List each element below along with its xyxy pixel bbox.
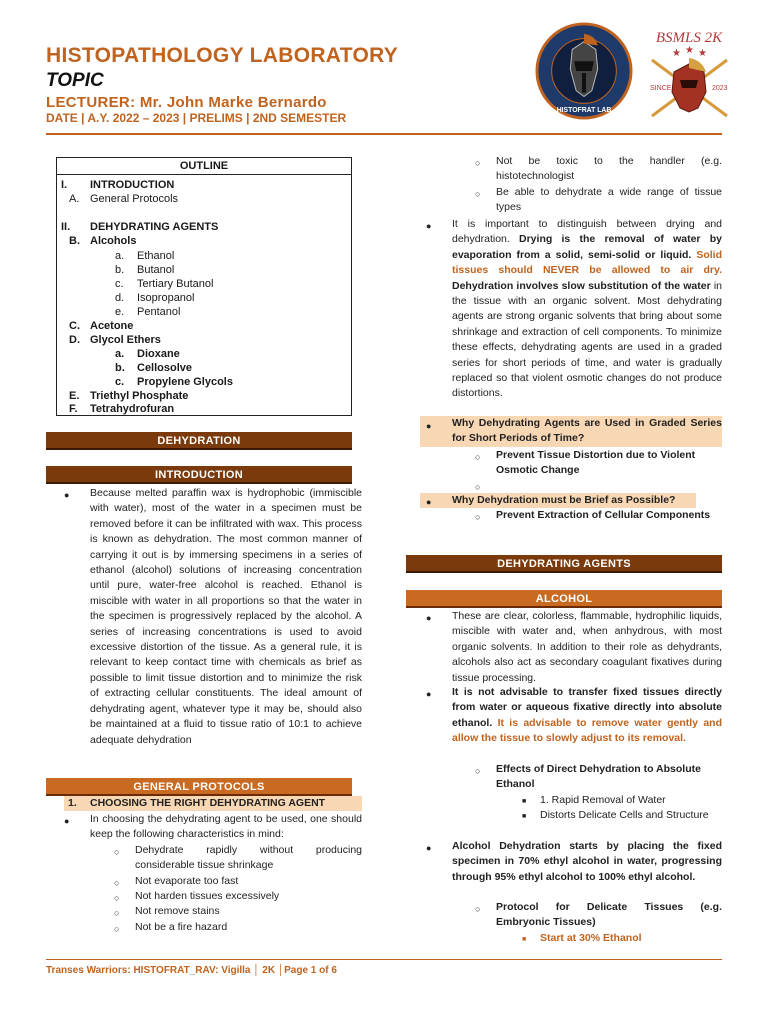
protocol-title: CHOOSING THE RIGHT DEHYDRATING AGENT: [90, 797, 326, 809]
outline-num: A.: [69, 193, 80, 205]
circle-bullet-icon: ○: [475, 512, 481, 522]
alcohol-advice-paragraph: [452, 685, 722, 747]
circle-bullet-icon: ○: [475, 189, 481, 199]
outline-item: Tertiary Butanol: [137, 278, 214, 290]
air-dry-warning: Solid tissues should NEVER be allowed to air dry.: [452, 248, 722, 277]
footer-divider: [46, 959, 722, 960]
effects-title: Effects of Direct Dehydration to Absolute Ethanol: [496, 763, 701, 791]
outline-num: a.: [115, 250, 125, 262]
document-title: HISTOPATHOLOGY LABORATORY: [46, 44, 399, 67]
drying-definition: Drying is the removal of water by evaporation from a solid, semi-solid or liquid.: [452, 233, 722, 261]
gentle-removal-advice: It is advisable to remove water gently and allow the tissue to slowly adjust to its removal.: [452, 716, 722, 745]
question-1: Why Dehydrating Agents are Used in Graded Series for Short Periods of Time?: [452, 417, 722, 445]
logo2-since: SINCE: [650, 85, 672, 92]
drying-vs-dehydration-paragraph: [452, 217, 722, 402]
answer-1: Prevent Tissue Distortion due to Violent Osmotic Change: [496, 449, 696, 477]
outline-num: c.: [115, 278, 124, 290]
effect-item: 1. Rapid Removal of Water: [540, 794, 666, 806]
outline-item: Triethyl Phosphate: [90, 390, 189, 402]
logo2-title: BSMLS 2K: [655, 30, 723, 46]
outline-num: C.: [69, 320, 80, 332]
square-bullet-icon: ■: [522, 798, 527, 805]
bsmls-2k-logo: [632, 20, 742, 124]
protocol-lead: In choosing the dehydrating agent to be used, one should keep the following characteristics in mind:: [90, 813, 362, 841]
logo2-year: 2023: [712, 85, 728, 92]
logo1-text: HISTOFRAT LAB: [556, 107, 612, 115]
bullet-icon: ●: [426, 497, 432, 507]
outline-item: INTRODUCTION: [90, 179, 175, 191]
drying-text-continued: in the tissue with an organic solvent. Most dehydrating agents are strong organic solvents that bring about some shrinkage and extraction of cell components. To minimize these effects, dehydrating agents are used in a graded series for short periods of time, and water is gradually replaced so that violent osmotic changes do not produce distortions.: [452, 279, 723, 400]
outline-heading: OUTLINE: [57, 158, 351, 175]
outline-item: Alcohols: [90, 235, 137, 247]
circle-bullet-icon: ○: [475, 766, 481, 776]
outline-item: DEHYDRATING AGENTS: [90, 221, 219, 233]
circle-bullet-icon: ○: [114, 878, 120, 888]
outline-num: d.: [115, 292, 125, 304]
dehydration-definition: Dehydration involves slow substitution of the water: [452, 279, 711, 292]
outline-num: I.: [61, 179, 68, 191]
outline-item: Acetone: [90, 320, 134, 332]
protocol-number: 1.: [68, 797, 77, 809]
header-divider: [46, 133, 722, 135]
characteristic-item: Dehydrate rapidly without producing considerable tissue shrinkage: [135, 844, 362, 872]
section-header-dehydration: DEHYDRATION: [46, 432, 352, 450]
direct-transfer-warning: It is not advisable to transfer fixed tissues directly from water or aqueous fixative directly into absolute ethanol.: [452, 686, 722, 729]
question-2: Why Dehydration must be Brief as Possible?: [452, 494, 676, 506]
delicate-tissue-protocol-title: Protocol for Delicate Tissues (e.g. Embryonic Tissues): [496, 901, 722, 929]
characteristic-item: Not be a fire hazard: [135, 921, 228, 933]
outline-num: D.: [69, 334, 80, 346]
section-header-introduction: INTRODUCTION: [46, 466, 352, 484]
protocol-step: Start at 30% Ethanol: [540, 932, 642, 944]
circle-bullet-icon: ○: [114, 908, 120, 918]
outline-num: a.: [115, 348, 125, 360]
characteristic-item: Not harden tissues excessively: [135, 890, 280, 902]
alcohol-paragraph: These are clear, colorless, flammable, hydrophilic liquids, miscible with water and, when anhydrous, with most organic solvents. In addition to their role as dehydrants, alcohols also act as secondary coagulant fixatives during tissue processing.: [452, 610, 722, 684]
characteristic-item: Be able to dehydrate a wide range of tissue types: [496, 186, 722, 214]
bullet-icon: ●: [426, 843, 432, 853]
histofrat-lab-logo: [535, 22, 633, 120]
circle-bullet-icon: ○: [475, 452, 481, 462]
outline-item: General Protocols: [90, 193, 179, 205]
outline-item: Dioxane: [137, 348, 180, 360]
bullet-icon: ●: [426, 689, 432, 699]
circle-bullet-icon: ○: [475, 482, 481, 492]
effect-item: Distorts Delicate Cells and Structure: [540, 809, 709, 821]
outline-item: Pentanol: [137, 306, 181, 318]
outline-num: F.: [69, 403, 78, 415]
document-topic: TOPIC: [46, 70, 104, 91]
bullet-icon: ●: [64, 816, 70, 826]
lecturer-line: LECTURER: Mr. John Marke Bernardo: [46, 94, 327, 111]
square-bullet-icon: ■: [522, 813, 527, 820]
outline-item: Tetrahydrofuran: [90, 403, 175, 415]
circle-bullet-icon: ○: [475, 158, 481, 168]
bullet-icon: ●: [426, 221, 432, 231]
answer-2: Prevent Extraction of Cellular Components: [496, 509, 711, 521]
outline-item: Glycol Ethers: [90, 334, 161, 346]
outline-num: E.: [69, 390, 80, 402]
characteristic-item: Not be toxic to the handler (e.g. histotechnologist: [496, 155, 722, 183]
outline-item: Butanol: [137, 264, 175, 276]
outline-item: Propylene Glycols: [137, 376, 233, 388]
outline-item: Ethanol: [137, 250, 175, 262]
section-header-general-protocols: GENERAL PROTOCOLS: [46, 778, 352, 796]
star-icon: ★: [698, 48, 707, 59]
alcohol-dehydration-procedure: Alcohol Dehydration starts by placing the fixed specimen in 70% ethyl alcohol in water, progressing through 95% ethyl alcohol to 100% ethyl alcohol.: [452, 840, 722, 883]
outline-item: Cellosolve: [137, 362, 193, 374]
outline-num: e.: [115, 306, 125, 318]
outline-num: b.: [115, 264, 125, 276]
page-footer: Transes Warriors: HISTOFRAT_RAV: Vigilla │ 2K │Page 1 of 6: [46, 965, 337, 976]
circle-bullet-icon: ○: [475, 904, 481, 914]
drying-text: It is important to distinguish between drying and dehydration.: [452, 218, 722, 246]
outline-num: B.: [69, 235, 80, 247]
section-header-dehydrating-agents: DEHYDRATING AGENTS: [406, 555, 722, 573]
intro-paragraph: Because melted paraffin wax is hydrophobic (immiscible with water), most of the water in a specimen must be removed before it can be infiltrated with wax. This process is known as dehydration. The most common manner of carrying it out is by immersing specimens in a series of ethanol (alcohol) solutions of increasing concentration until pure, water-free alcohol is reached. Ethanol is miscible with water in all proportions so that the water in the specimen is progressively replaced by the alcohol. A series of increasing concentrations is used to avoid excessive distortion of the tissue. As a general rule, it is relevant to keep contact time with chemicals as brief as possible to limit tissue distortion and to minimize the risk of extracting cellular constituents. The ideal amount of dehydrating agent, whatever type it may be, should also be maintained at a fluid to tissue ratio of 10:1 to achieve adequate dehydration: [90, 487, 362, 746]
outline-box: [56, 157, 352, 416]
outline-item: Isopropanol: [137, 292, 195, 304]
star-icon: ★: [685, 45, 694, 56]
section-header-alcohol: ALCOHOL: [406, 590, 722, 608]
circle-bullet-icon: ○: [114, 847, 120, 857]
circle-bullet-icon: ○: [114, 924, 120, 934]
square-bullet-icon: ■: [522, 936, 527, 943]
characteristic-item: Not remove stains: [135, 905, 220, 917]
bullet-icon: ●: [64, 490, 70, 500]
circle-bullet-icon: ○: [114, 893, 120, 903]
bullet-icon: ●: [426, 421, 432, 431]
outline-num: b.: [115, 362, 125, 374]
characteristic-item: Not evaporate too fast: [135, 875, 239, 887]
date-line: DATE | A.Y. 2022 – 2023 | PRELIMS | 2ND SEMESTER: [46, 111, 347, 125]
outline-num: II.: [61, 221, 71, 233]
bullet-icon: ●: [426, 613, 432, 623]
star-icon: ★: [672, 48, 681, 59]
outline-num: c.: [115, 376, 125, 388]
